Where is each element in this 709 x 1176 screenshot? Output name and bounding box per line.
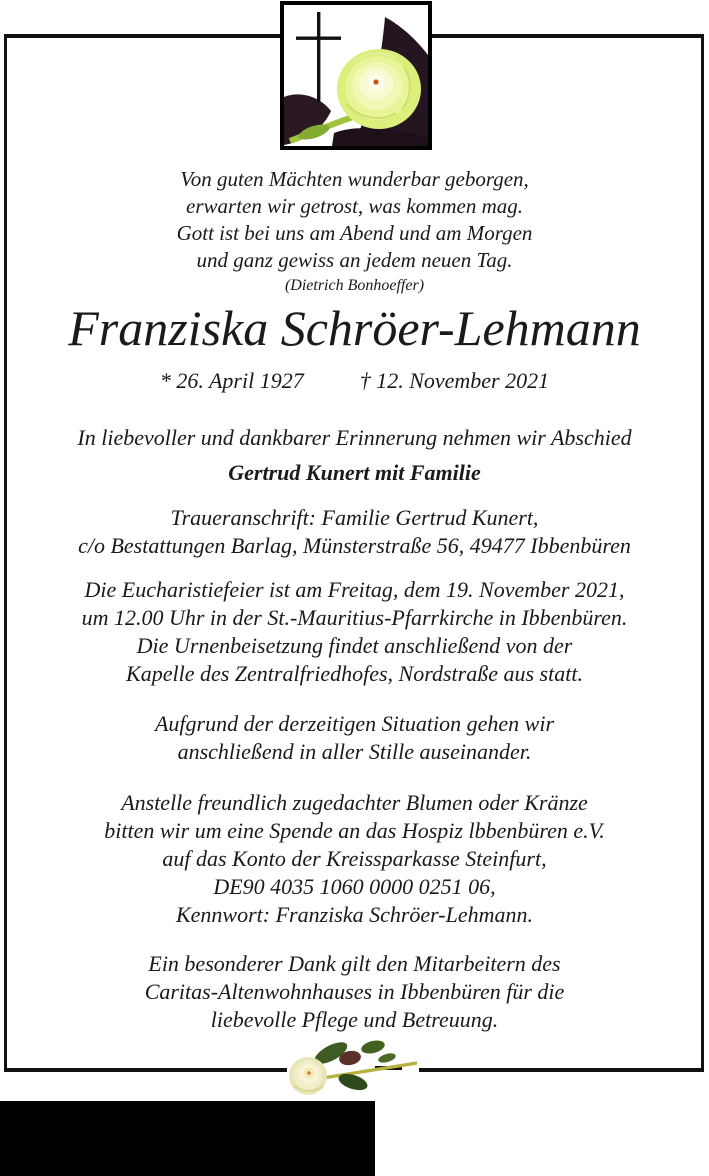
service-details: [12, 576, 697, 688]
donation-line: bitten wir um eine Spende an das Hospiz lbbenbüren e.V.: [104, 818, 605, 843]
poem-line: Von guten Mächten wunderbar geborgen,: [180, 167, 529, 191]
birth-date: * 26. April 1927: [159, 368, 304, 393]
donation-keyword: Kennwort: Franziska Schröer-Lehmann.: [175, 902, 534, 927]
farewell-line: anschließend in aller Stille auseinander.: [177, 739, 532, 764]
farewell-line: Aufgrund der derzeitigen Situation gehen wir: [154, 711, 555, 736]
donation-iban: DE90 4035 1060 0000 0251 06,: [213, 874, 496, 899]
thanks-line: Caritas-Altenwohnhauses in Ibbenbüren für die: [144, 979, 565, 1004]
donation-line: auf das Konto der Kreissparkasse Steinfurt,: [162, 846, 547, 871]
bottom-rose-photo: [287, 1036, 419, 1098]
address-line: Traueranschrift: Familie Gertrud Kunert,: [170, 505, 539, 530]
poem-attribution: (Dietrich Bonhoeffer): [284, 277, 425, 294]
deceased-name: Franziska Schröer-Lehmann: [68, 300, 641, 356]
service-line: Kapelle des Zentralfriedhofes, Nordstraße aus statt.: [126, 661, 583, 686]
poem: [12, 166, 697, 298]
poem-line: Gott ist bei uns am Abend und am Morgen: [176, 221, 533, 245]
life-dates: [12, 367, 697, 395]
service-line: Die Urnenbeisetzung findet anschließend von der: [136, 633, 573, 658]
thanks-note: [12, 950, 697, 1034]
thanks-line: liebevolle Pflege und Betreuung.: [210, 1007, 499, 1032]
thanks-line: Ein besonderer Dank gilt den Mitarbeitern des: [148, 951, 561, 976]
rose-bloom: [337, 49, 421, 129]
rose-image: [287, 1036, 419, 1098]
address-line: c/o Bestattungen Barlag, Münsterstraße 56, 49477 Ibbenbüren: [78, 533, 631, 558]
death-date: † 12. November 2021: [359, 368, 550, 393]
cross-and-rose-image: [284, 5, 428, 146]
redaction-block: [0, 1101, 375, 1176]
service-line: um 12.00 Uhr in der St.-Mauritius-Pfarrkirche in Ibbenbüren.: [81, 605, 628, 630]
poem-line: und ganz gewiss an jedem neuen Tag.: [196, 248, 513, 272]
rose-bloom: [289, 1057, 327, 1095]
mourners-line: Gertrud Kunert mit Familie: [228, 460, 481, 485]
condolence-address: [12, 504, 697, 560]
donation-line: Anstelle freundlich zugedachter Blumen oder Kränze: [121, 790, 588, 815]
service-line: Die Eucharistiefeier ist am Freitag, dem 19. November 2021,: [84, 577, 625, 602]
memorial-photo: [280, 1, 432, 150]
intro-line: In liebevoller und dankbarer Erinnerung nehmen wir Abschied: [77, 425, 632, 450]
donation-request: [12, 789, 697, 929]
farewell-note: [12, 710, 697, 766]
poem-line: erwarten wir getrost, was kommen mag.: [186, 194, 523, 218]
